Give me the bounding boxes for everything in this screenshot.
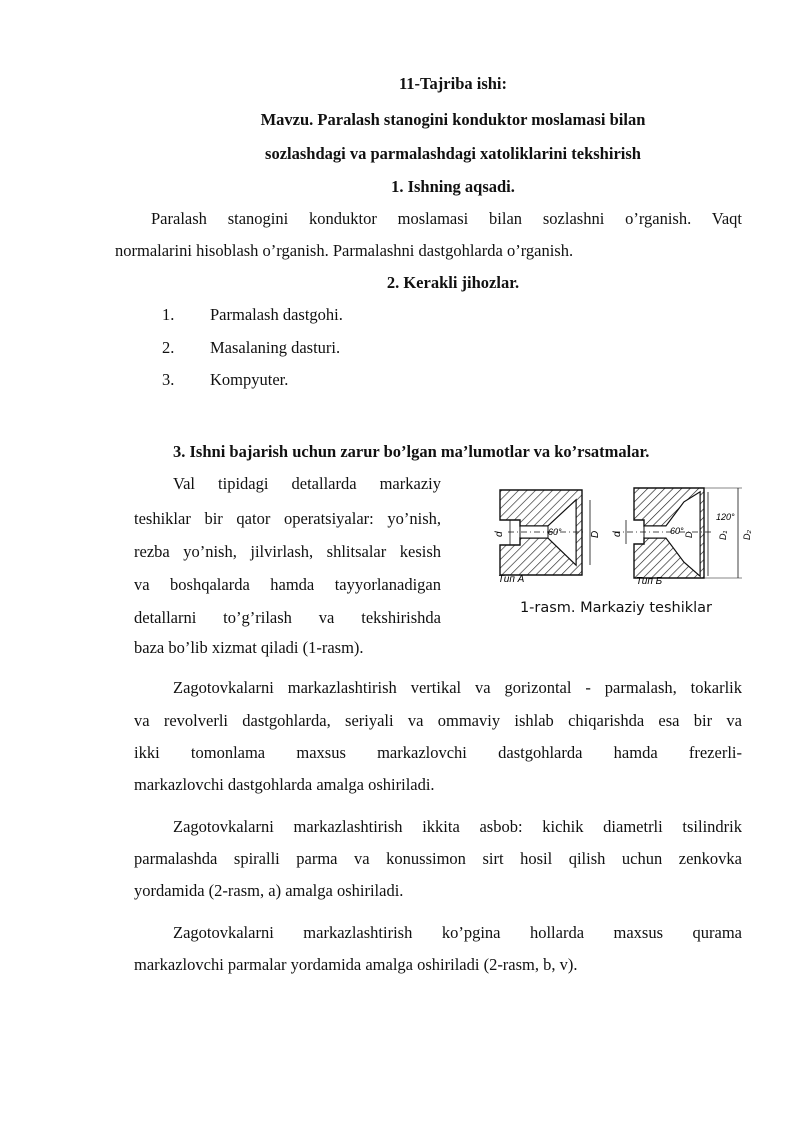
- figure-caption: 1-rasm. Markaziy teshiklar: [519, 600, 713, 616]
- paragraph-2-line: Zagotovkalarni markazlashtirish ikkita asbob: kichik diametrli tsilindrik: [173, 817, 742, 836]
- dimension-d-label: d: [494, 531, 505, 537]
- dimension-d3-label: D₂: [742, 530, 752, 540]
- paragraph-3-line: Zagotovkalarni markazlashtirish ko’pgina hollarda maxsus qurama: [173, 923, 742, 942]
- equipment-list-item: [162, 304, 343, 326]
- list-item-number: 3.: [162, 370, 175, 389]
- dimension-d-label: d: [612, 531, 623, 537]
- list-item-text: Masalaning dasturi.: [210, 338, 341, 357]
- document-number-title: 11-Tajriba ishi:: [398, 74, 508, 93]
- section-3-text-line: rezba yo’nish, jilvirlash, shlitsalar kesish: [134, 542, 441, 561]
- list-item-number: 2.: [162, 338, 175, 357]
- center-holes-figure: [486, 480, 756, 590]
- section-2-heading: 2. Kerakli jihozlar.: [386, 273, 520, 292]
- list-item-text: Parmalash dastgohi.: [210, 305, 343, 324]
- topic-title-line-2: sozlashdagi va parmalashdagi xatoliklarini tekshirish: [265, 144, 641, 163]
- section-1-paragraph-line-2: normalarini hisoblash o’rganish. Parmalashni dastgohlarda o’rganish.: [115, 241, 574, 260]
- section-3-text-line: va boshqalarda hamda tayyorlanadigan: [134, 575, 441, 594]
- paragraph-2-line: parmalashda spiralli parma va konussimon sirt hosil qilish uchun zenkovka: [134, 849, 742, 868]
- type-a-drawing: [494, 490, 601, 585]
- section-3-heading: 3. Ishni bajarish uchun zarur bo’lgan ma’lumotlar va ko’rsatmalar.: [173, 442, 650, 461]
- paragraph-1-line: Zagotovkalarni markazlashtirish vertikal va gorizontal - parmalash, tokarlik: [173, 678, 742, 697]
- section-3-text-line: teshiklar bir qator operatsiyalar: yo’nish,: [134, 509, 441, 528]
- topic-title-line-1: Mavzu. Paralash stanogini konduktor moslamasi bilan: [260, 110, 646, 129]
- type-a-label: Тип А: [498, 574, 525, 585]
- dimension-d1-label: D: [684, 531, 694, 538]
- paragraph-2-line: yordamida (2-rasm, a) amalga oshiriladi.: [134, 881, 404, 900]
- equipment-list-item: [162, 337, 340, 359]
- type-b-label: Тип Б: [636, 576, 663, 587]
- list-item-text: Kompyuter.: [210, 370, 289, 389]
- paragraph-1-line: va revolverli dastgohlarda, seriyali va ommaviy ishlab chiqarishda esa bir va: [134, 711, 742, 730]
- section-1-heading: 1. Ishning aqsadi.: [391, 177, 515, 196]
- section-1-paragraph-line-1: Paralash stanogini konduktor moslamasi bilan sozlashni o’rganish. Vaqt: [151, 209, 742, 228]
- paragraph-1-line: markazlovchi dastgohlarda amalga oshiriladi.: [134, 775, 435, 794]
- angle-60-label: 60°: [670, 526, 684, 536]
- equipment-list-item: [162, 369, 288, 391]
- paragraph-3-line: markazlovchi parmalar yordamida amalga oshiriladi (2-rasm, b, v).: [134, 955, 578, 974]
- angle-120-label: 120°: [716, 512, 735, 522]
- section-3-text-line: detallarni to’g’rilash va tekshirishda: [134, 608, 441, 627]
- type-b-drawing: [612, 488, 752, 587]
- list-item-number: 1.: [162, 305, 175, 324]
- dimension-d2-label: D₁: [718, 530, 728, 540]
- angle-60-label: 60°: [548, 527, 562, 537]
- section-3-text-line: baza bo’lib xizmat qiladi (1-rasm).: [134, 638, 364, 657]
- paragraph-1-line: ikki tomonlama maxsus markazlovchi dastgohlarda hamda frezerli-: [134, 743, 742, 762]
- dimension-d1-label: D: [590, 530, 601, 538]
- section-3-text-line: Val tipidagi detallarda markaziy: [173, 474, 441, 493]
